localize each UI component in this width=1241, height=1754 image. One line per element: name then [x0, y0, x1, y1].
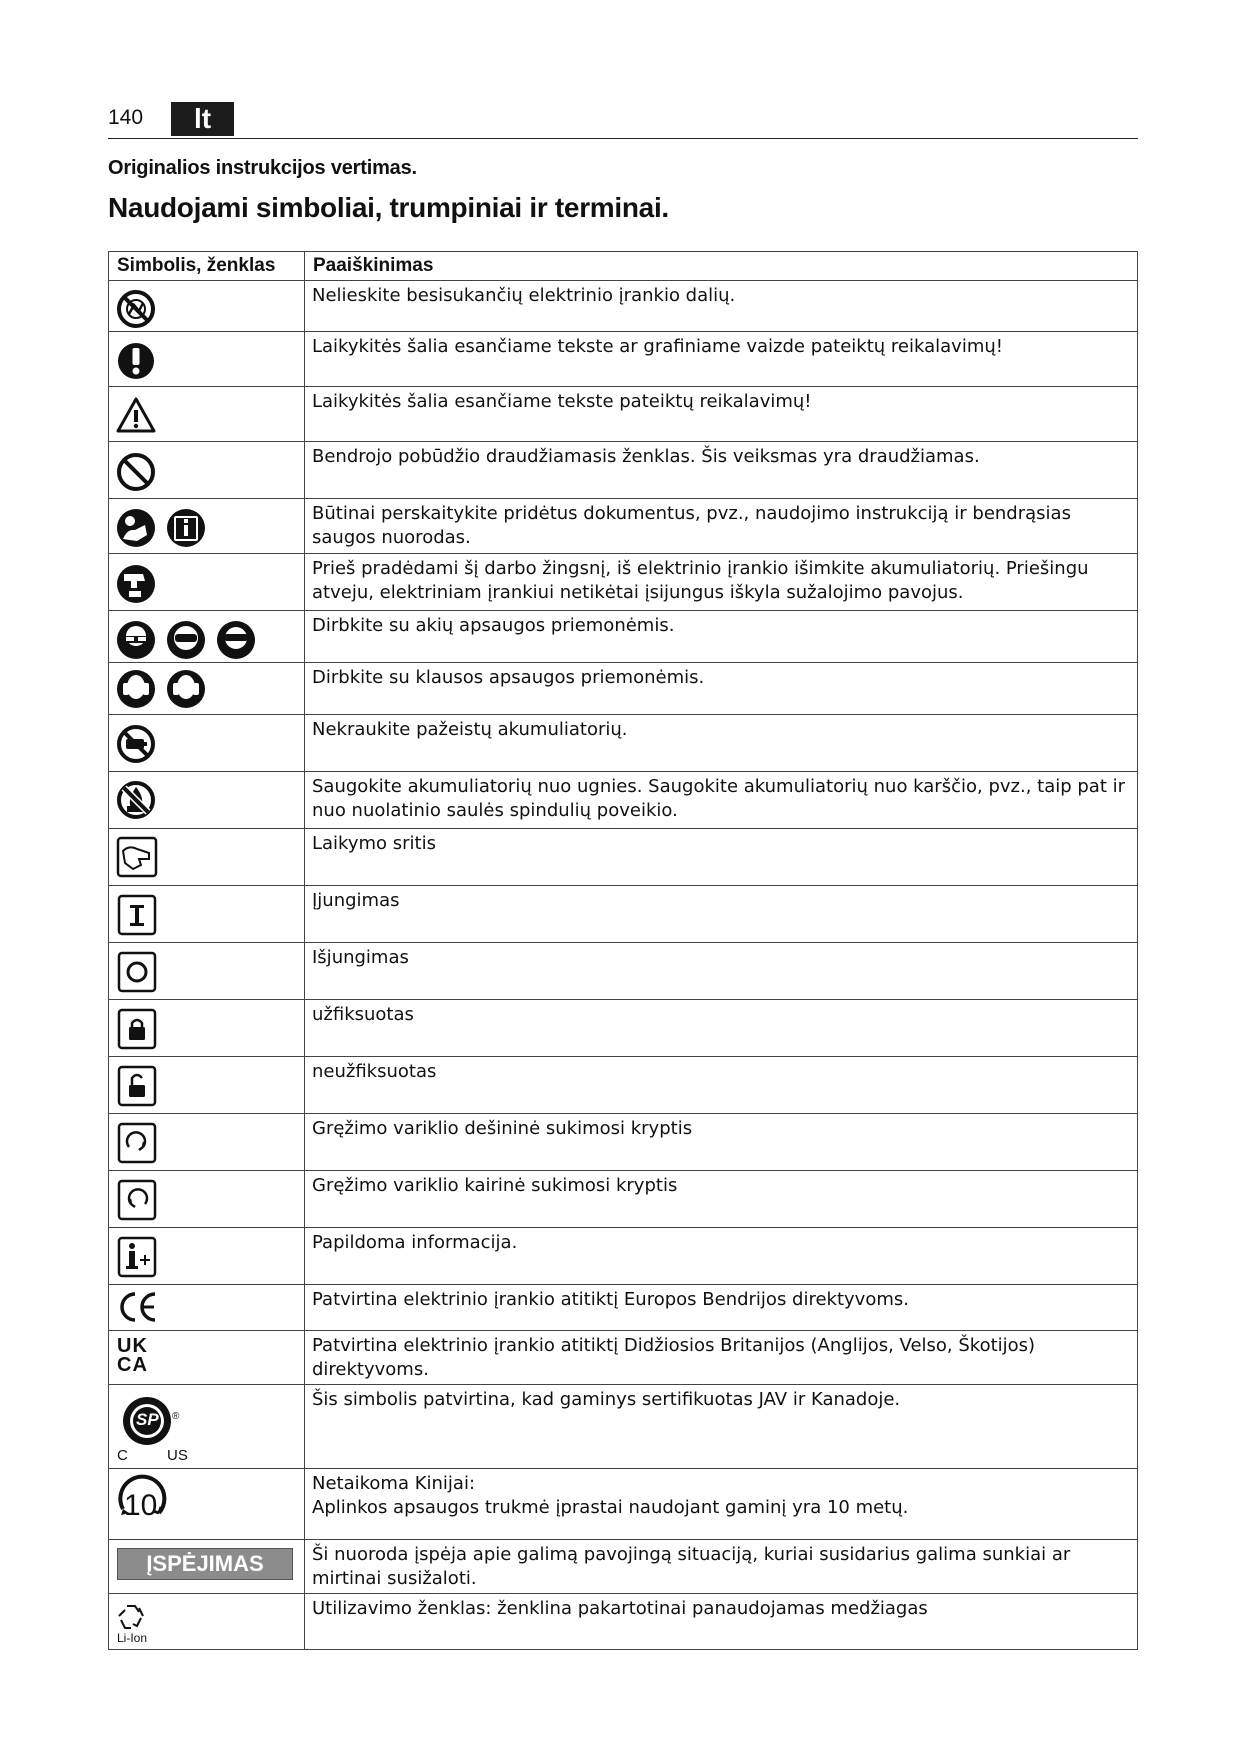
row-description-line2: Aplinkos apsaugos trukmė įprastai naudojant gaminį yra 10 metų. [312, 1497, 909, 1518]
warning-triangle-icon [109, 387, 305, 441]
unlocked-icon [109, 1057, 305, 1113]
table-row [109, 499, 1138, 554]
rotate-clockwise-icon [109, 1114, 305, 1170]
recycling-li-ion-icon [109, 1594, 305, 1650]
row-description: Laikykitės šalia esančiame tekste pateiktų reikalavimų! [305, 387, 1138, 442]
recycling-label: Li-Ion [117, 1631, 148, 1645]
row-description: užfiksuotas [305, 1000, 1138, 1057]
table-row [109, 554, 1138, 611]
table-row [109, 715, 1138, 772]
table-header-row [109, 252, 1138, 281]
row-description: Patvirtina elektrinio įrankio atitiktį Didžiosios Britanijos (Anglijos, Velso, Škotijos) direktyvoms. [305, 1331, 1138, 1385]
table-row [109, 1540, 1138, 1594]
table-row [109, 1469, 1138, 1540]
locked-icon [109, 1000, 305, 1056]
remove-battery-icon [109, 554, 305, 610]
table-row [109, 1285, 1138, 1331]
csa-left: C [117, 1447, 128, 1464]
page-number: 140 [108, 106, 144, 129]
row-description: Nelieskite besisukančių elektrinio įrankio dalių. [305, 281, 1138, 332]
table-row [109, 387, 1138, 442]
table-row [109, 772, 1138, 829]
ukca-bottom: CA [117, 1354, 148, 1376]
row-description: Nekraukite pažeistų akumuliatorių. [305, 715, 1138, 772]
table-row [109, 829, 1138, 886]
row-description: Utilizavimo ženklas: ženklina pakartotinai panaudojamas medžiagas [305, 1594, 1138, 1650]
page-header [108, 100, 1138, 139]
table-row [109, 1228, 1138, 1285]
column-header-symbol: Simbolis, ženklas [109, 252, 305, 281]
table-row [109, 663, 1138, 715]
row-description: Išjungimas [305, 943, 1138, 1000]
column-header-explanation: Paaiškinimas [305, 252, 1138, 281]
row-description [305, 1469, 1138, 1540]
read-manual-icon [109, 499, 305, 553]
table-row [109, 332, 1138, 387]
table-row [109, 943, 1138, 1000]
rotate-counterclockwise-icon [109, 1171, 305, 1227]
table-row [109, 1331, 1138, 1385]
row-description-line1: Netaikoma Kinijai: [312, 1473, 476, 1494]
ukca-top: UK [117, 1335, 148, 1357]
ukca-mark-icon [109, 1331, 305, 1385]
eye-protection-icon [109, 611, 305, 662]
row-description: Patvirtina elektrinio įrankio atitiktį Europos Bendrijos direktyvoms. [305, 1285, 1138, 1331]
row-description: Laikymo sritis [305, 829, 1138, 886]
csa-center: SP [136, 1410, 159, 1429]
table-row [109, 442, 1138, 499]
table-row [109, 281, 1138, 332]
row-description: Dirbkite su akių apsaugos priemonėmis. [305, 611, 1138, 663]
row-description: Papildoma informacija. [305, 1228, 1138, 1285]
row-description: Laikykitės šalia esančiame tekste ar grafiniame vaizde pateiktų reikalavimų! [305, 332, 1138, 387]
table-row [109, 611, 1138, 663]
china-epup-10-icon [109, 1469, 305, 1540]
no-fire-battery-icon [109, 772, 305, 828]
prohibition-icon [109, 442, 305, 498]
row-description: Įjungimas [305, 886, 1138, 943]
table-row [109, 1594, 1138, 1650]
page-subtitle: Originalios instrukcijos vertimas. [108, 157, 417, 179]
grip-area-icon [109, 829, 305, 885]
mandatory-exclamation-icon [109, 332, 305, 386]
no-touch-rotating-icon [109, 281, 305, 331]
no-charge-damaged-battery-icon [109, 715, 305, 771]
hearing-protection-icon [109, 663, 305, 714]
row-description: Dirbkite su klausos apsaugos priemonėmis. [305, 663, 1138, 715]
warning-badge-icon: ĮSPĖJIMAS [117, 1548, 293, 1580]
symbols-table [108, 251, 1138, 1650]
page-title: Naudojami simboliai, trumpiniai ir terminai. [108, 192, 669, 223]
table-row [109, 886, 1138, 943]
table-row [109, 1000, 1138, 1057]
row-description: Gręžimo variklio kairinė sukimosi kryptis [305, 1171, 1138, 1228]
csa-mark-icon: SP ® C US [109, 1385, 305, 1469]
row-description: neužfiksuotas [305, 1057, 1138, 1114]
table-row [109, 1057, 1138, 1114]
row-description: Prieš pradėdami šį darbo žingsnį, iš elektrinio įrankio išimkite akumuliatorių. Priešingu atveju, elektriniam įrankiui netikėtai įsijungus iškyla sužalojimo pavojus. [305, 554, 1138, 611]
table-row [109, 1385, 1138, 1469]
row-description: Ši nuoroda įspėja apie galimą pavojingą situaciją, kuriai susidarius galima sunkiai ar mirtinai susižaloti. [305, 1540, 1138, 1594]
info-plus-icon [109, 1228, 305, 1284]
language-badge: lt [171, 102, 234, 136]
table-row [109, 1114, 1138, 1171]
power-off-icon [109, 943, 305, 999]
row-description: Būtinai perskaitykite pridėtus dokumentus, pvz., naudojimo instrukciją ir bendrąsias saugos nuorodas. [305, 499, 1138, 554]
power-on-icon [109, 886, 305, 942]
row-description: Saugokite akumuliatorių nuo ugnies. Saugokite akumuliatorių nuo karščio, pvz., taip pat ir nuo nuolatinio saulės spindulių poveikio. [305, 772, 1138, 829]
row-description: Šis simbolis patvirtina, kad gaminys sertifikuotas JAV ir Kanadoje. [305, 1385, 1138, 1469]
csa-right: US [167, 1447, 188, 1464]
china-epup-number: 10 [124, 1489, 158, 1522]
row-description: Bendrojo pobūdžio draudžiamasis ženklas. Šis veiksmas yra draudžiamas. [305, 442, 1138, 499]
ce-mark-icon [109, 1285, 305, 1330]
row-description: Gręžimo variklio dešininė sukimosi kryptis [305, 1114, 1138, 1171]
table-row [109, 1171, 1138, 1228]
